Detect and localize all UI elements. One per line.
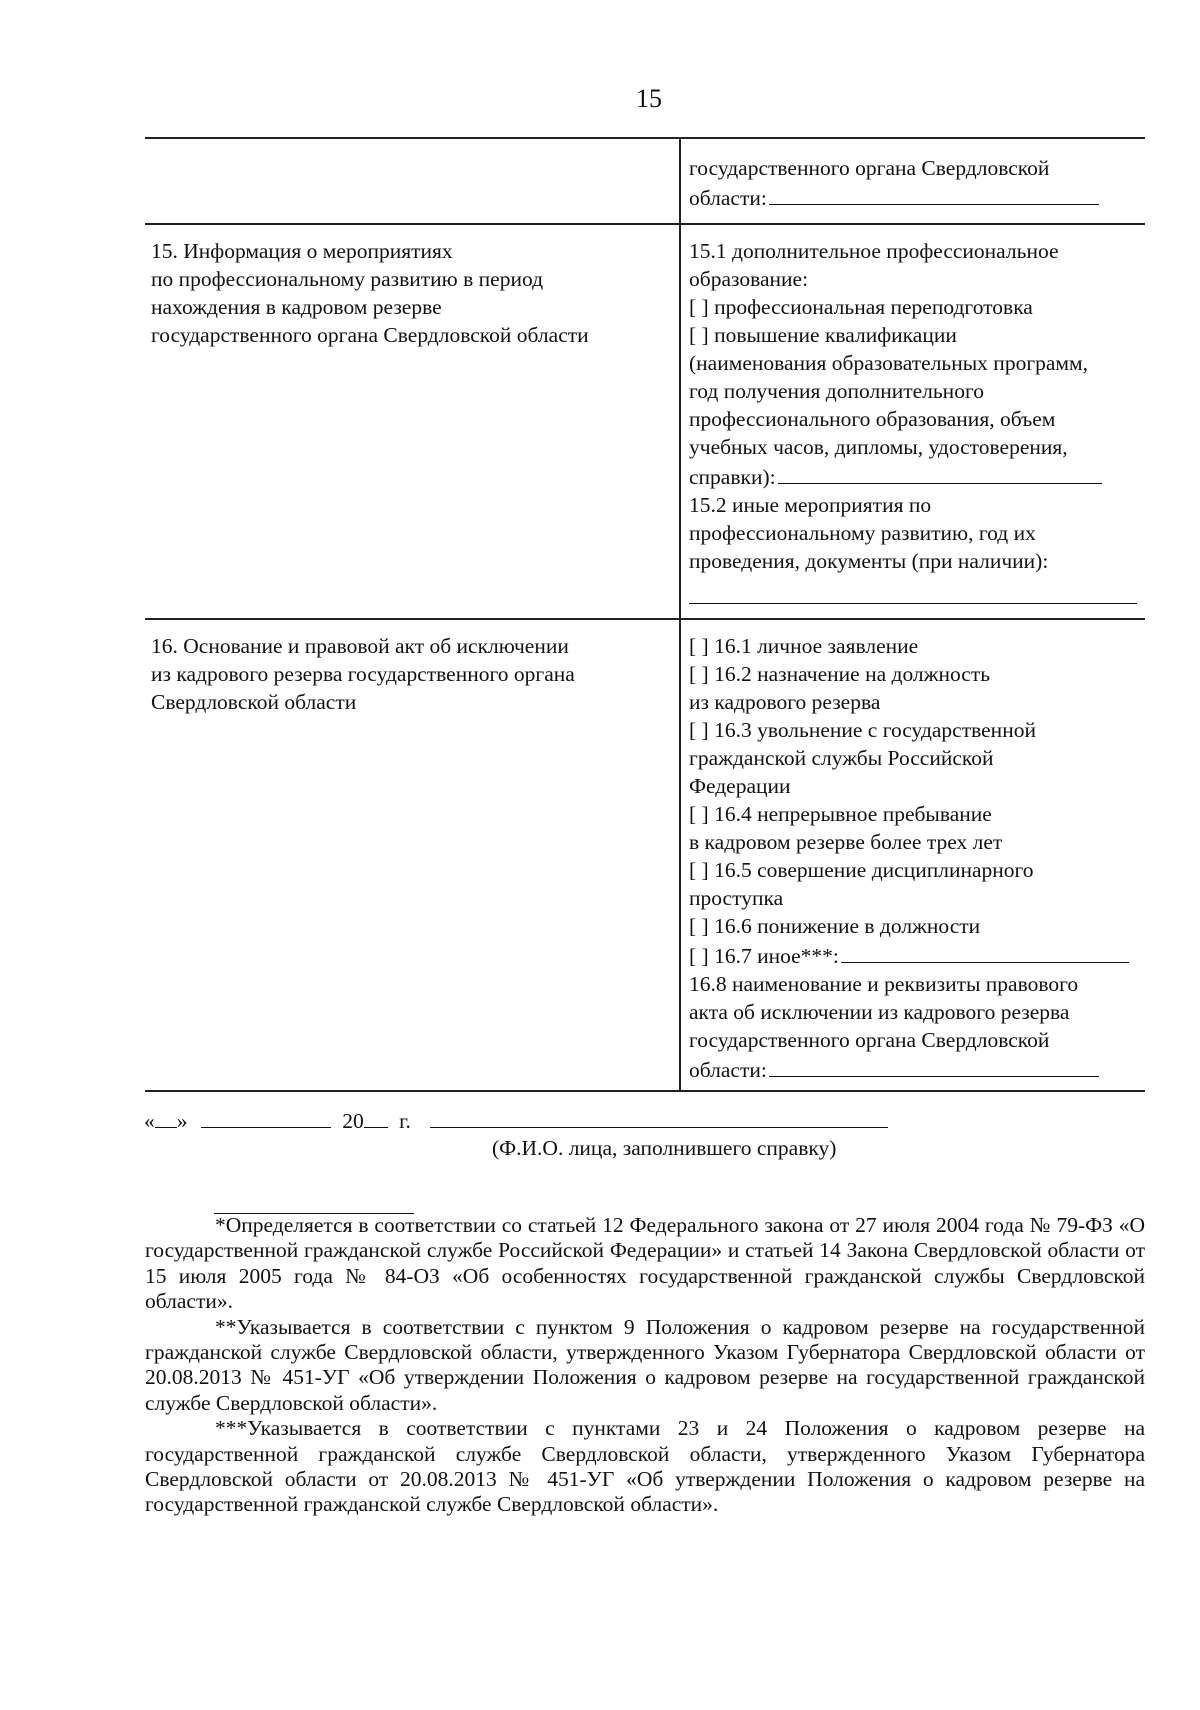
cell-line: (наименования образовательных программ,	[689, 351, 1089, 375]
checkbox-option-16-6[interactable]: [ ] 16.6 понижение в должности	[689, 914, 981, 938]
cell-line-text: справки):	[689, 465, 776, 489]
date-open-quote: «	[144, 1109, 155, 1133]
cell-line: по профессиональному развитию в период	[151, 267, 544, 291]
cell-line-with-blank	[689, 182, 1131, 212]
cell-line: образование:	[689, 267, 809, 291]
item-15-title	[145, 224, 680, 619]
cell-line: учебных часов, дипломы, удостоверения,	[689, 435, 1068, 459]
checkbox-option-16-3[interactable]: [ ] 16.3 увольнение с государственной	[689, 718, 1036, 742]
cell-line: Свердловской области	[151, 690, 357, 714]
signer-name-blank[interactable]	[430, 1105, 888, 1128]
fill-in-blank[interactable]	[769, 1054, 1099, 1077]
cell-line-with-blank	[689, 461, 1131, 491]
signer-caption: (Ф.И.О. лица, заполнившего справку)	[492, 1136, 837, 1160]
cell-line: проступка	[689, 886, 784, 910]
fill-in-blank[interactable]	[841, 940, 1129, 963]
cell-line: 15. Информация о мероприятиях	[151, 239, 453, 263]
table-row-item-16	[145, 619, 1145, 1091]
cell-line: 15.2 иные мероприятия по	[689, 493, 932, 517]
cell-line: государственного органа Свердловской	[689, 156, 1050, 180]
cell-line-text: области:	[689, 1058, 767, 1082]
page-number: 15	[636, 84, 662, 113]
checkbox-option-qualification[interactable]: [ ] повышение квалификации	[689, 323, 957, 347]
table-row-item-15	[145, 224, 1145, 619]
footnote-1: *Определяется в соответствии со статьей 12 Федерального закона от 27 июля 2004 года № 79-ФЗ «О государственной гражданской службе Российской Федерации» и статьей 14 Закона Свердловской области от 15 июля 2005 года № 84-ОЗ «Об особенностях государственной гражданской службы Свердловской области».	[145, 1213, 1145, 1314]
cell-line: год получения дополнительного	[689, 379, 984, 403]
cell-line: проведения, документы (при наличии):	[689, 549, 1049, 573]
signature-line	[144, 1105, 888, 1135]
fill-in-blank[interactable]	[689, 575, 1137, 604]
cell-line: профессиональному развитию, год их	[689, 521, 1036, 545]
fill-in-blank[interactable]	[778, 461, 1102, 484]
item-16-title	[145, 619, 680, 1091]
cell-line-with-blank	[689, 1054, 1131, 1084]
year-blank[interactable]	[364, 1105, 388, 1128]
month-blank[interactable]	[201, 1105, 331, 1128]
footnotes	[145, 1213, 1145, 1518]
checkbox-option-16-4[interactable]: [ ] 16.4 непрерывное пребывание	[689, 802, 992, 826]
cell-line: 16. Основание и правовой акт об исключении	[151, 634, 569, 658]
cell-line: акта об исключении из кадрового резерва	[689, 1000, 1070, 1024]
cell-line: 16.8 наименование и реквизиты правового	[689, 972, 1079, 996]
checkbox-option-retraining[interactable]: [ ] профессиональная переподготовка	[689, 295, 1033, 319]
day-blank[interactable]	[155, 1105, 177, 1128]
table-cell-empty	[145, 138, 680, 224]
cell-line: нахождения в кадровом резерве	[151, 295, 442, 319]
table-row-continuation	[145, 138, 1145, 224]
year-prefix: 20	[342, 1109, 364, 1133]
cell-line: государственного органа Свердловской области	[151, 323, 589, 347]
date-close-quote: »	[176, 1109, 188, 1133]
footnote-3: ***Указывается в соответствии с пунктами 23 и 24 Положения о кадровом резерве на государственной гражданской службе Свердловской области, утвержденного Указом Губернатора Свердловской области от 20.08.2013 № 451-УГ «Об утверждении Положения о кадровом резерве на государственной гражданской службе Свердловской области».	[145, 1416, 1145, 1517]
footnote-2: **Указывается в соответствии с пунктом 9 Положения о кадровом резерве на государственной гражданской службе Свердловской области, утвержденного Указом Губернатора Свердловской области от 20.08.2013 № 451-УГ «Об утверждении Положения о кадровом резерве на государственной гражданской службе Свердловской области».	[145, 1314, 1145, 1415]
checkbox-option-16-2[interactable]: [ ] 16.2 назначение на должность	[689, 662, 991, 686]
item-16-details	[680, 619, 1145, 1091]
table-cell-organ-continuation	[680, 138, 1145, 224]
checkbox-option-16-7[interactable]	[689, 940, 1131, 970]
cell-line: государственного органа Свердловской	[689, 1028, 1050, 1052]
cell-line: в кадровом резерве более трех лет	[689, 830, 1003, 854]
reserve-info-table	[145, 137, 1145, 1092]
cell-line: из кадрового резерва государственного органа	[151, 662, 575, 686]
year-suffix: г.	[399, 1109, 411, 1133]
cell-line: Федерации	[689, 774, 791, 798]
cell-line: профессионального образования, объем	[689, 407, 1056, 431]
item-15-details	[680, 224, 1145, 619]
checkbox-option-16-1[interactable]: [ ] 16.1 личное заявление	[689, 634, 919, 658]
cell-line-text: [ ] 16.7 иное***:	[689, 944, 839, 968]
checkbox-option-16-5[interactable]: [ ] 16.5 совершение дисциплинарного	[689, 858, 1034, 882]
fill-in-blank[interactable]	[769, 182, 1099, 205]
cell-line-text: области:	[689, 186, 767, 210]
cell-line: гражданской службы Российской	[689, 746, 994, 770]
cell-line: 15.1 дополнительное профессиональное	[689, 239, 1059, 263]
cell-line: из кадрового резерва	[689, 690, 881, 714]
